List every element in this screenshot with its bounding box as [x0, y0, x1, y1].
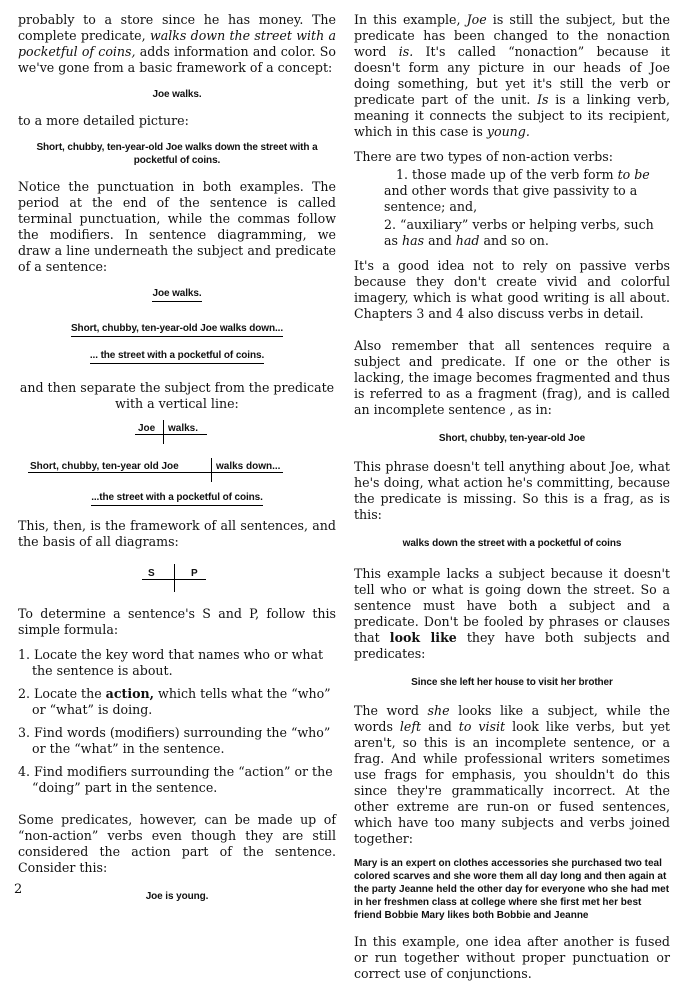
paragraph: There are two types of non-action verbs:: [354, 149, 614, 164]
paragraph: and then separate the subject from the predicate with a vertical line:: [19, 380, 335, 411]
paragraph: probably to a store since he has money. The complete predicate, walks down the street with a pocketful of coins, adds information and color. So we've gone from a basic framework of a concept:: [18, 12, 336, 75]
diagram-joe-walks: Joe walks.: [18, 421, 336, 445]
paragraph: Notice the punctuation in both examples. The period at the end of the sentence is called terminal punctuation, while the commas follow the modifiers. In sentence diagramming, we draw a line underneath the subject and predicate of a sentence:: [18, 179, 336, 274]
paragraph: to a more detailed picture:: [18, 113, 189, 128]
example-sentence: Short, chubby, ten-year-old Joe walks down the street with a pocketful of coins.: [36, 142, 318, 166]
example-sentence: Joe is young.: [145, 891, 209, 902]
list-item: 3. Find words (modifiers) surrounding the “who” or the “what” in the sentence.: [18, 725, 331, 756]
paragraph: The word she looks like a subject, while the words left and to visit look like verbs, but yet aren't, so this is an incomplete sentence, or a frag. And while professional writers sometimes use frags for emphasis, you shouldn't do this since they're grammatically incorrect. At the other extreme are run-on or fused sentences, which have too many subjects and verbs joined together:: [354, 703, 670, 846]
paragraph: This phrase doesn't tell anything about Joe, what he's doing, what action he's committing, because the predicate is missing. So this is a frag, as is this:: [354, 459, 670, 522]
example-underlined: Short, chubby, ten-year-old Joe walks down...: [18, 322, 336, 337]
paragraph: In this example, Joe is still the subject, but the predicate has been changed to the nonaction word is. It's called “nonaction” because it doesn't form any picture in our heads of Joe doing something, but yet it's still the verb or predicate part of the unit. Is is a linking verb, meaning it connects the subject to its recipient, which in this case is young.: [354, 12, 670, 139]
list-item: 2. Locate the action, which tells what the “who” or “what” is doing.: [18, 686, 331, 717]
paragraph: In this example, one idea after another is fused or run together without proper punctuation or correct use of conjunctions.: [354, 934, 670, 981]
formula-list: [18, 647, 336, 796]
example-clause: Since she left her house to visit her brother: [411, 677, 613, 688]
example-fragment: Short, chubby, ten-year-old Joe: [438, 433, 586, 444]
verb-type-1: 1. those made up of the verb form to be: [396, 167, 650, 182]
paragraph: Also remember that all sentences require a subject and predicate. If one or the other is lacking, the image becomes fragmented and thus is referred to as a fragment (frag), and is called an incomplete sentence , as in:: [354, 338, 670, 417]
diagram-long-sentence: Short, chubby, ten-year old Joe walks down...: [18, 459, 336, 483]
list-item: 1. Locate the key word that names who or what the sentence is about.: [18, 647, 324, 678]
example-underlined: Joe walks.: [18, 287, 336, 302]
paragraph: To determine a sentence's S and P, follow this simple formula:: [18, 606, 336, 637]
page-number: 2: [14, 882, 23, 897]
left-column: [18, 12, 336, 915]
example-underlined: ... the street with a pocketful of coins.: [18, 349, 336, 364]
paragraph: Some predicates, however, can be made up of “non-action” verbs even though they are still considered the action part of the sentence. Consider this:: [18, 812, 336, 875]
verb-type-2: 2. “auxiliary” verbs or helping verbs, such as has and had and so on.: [384, 217, 654, 248]
example-fragment: walks down the street with a pocketful of coins: [402, 538, 622, 549]
paragraph: This example lacks a subject because it doesn't tell who or what is going down the street. So a sentence must have both a subject and a predicate. Don't be fooled by phrases or clauses that look like they have both subjects and predicates:: [354, 566, 670, 661]
list-item: 4. Find modifiers surrounding the “action” or the “doing” part in the sentence.: [18, 764, 333, 795]
example-run-on: Mary is an expert on clothes accessories she purchased two teal colored scarves and she wore them all day long and then again at the party Jeanne held the other day for everyone who she had met in her freshmen class at college where she first met her best friend Bobbie Mary likes both Bobbie and Jeanne: [354, 858, 670, 921]
paragraph: It's a good idea not to rely on passive verbs because they don't create vivid and colorful imagery, which is what good writing is all about. Chapters 3 and 4 also discuss verbs in detail.: [354, 258, 670, 321]
paragraph: This, then, is the framework of all sentences, and the basis of all diagrams:: [18, 518, 336, 549]
example-underlined: ...the street with a pocketful of coins.: [18, 491, 336, 506]
example-sentence: Joe walks.: [152, 89, 202, 100]
verb-type-1-cont: and other words that give passivity to a sentence; and,: [384, 183, 638, 214]
right-column: [354, 12, 670, 991]
diagram-s-p: S P: [18, 564, 336, 592]
